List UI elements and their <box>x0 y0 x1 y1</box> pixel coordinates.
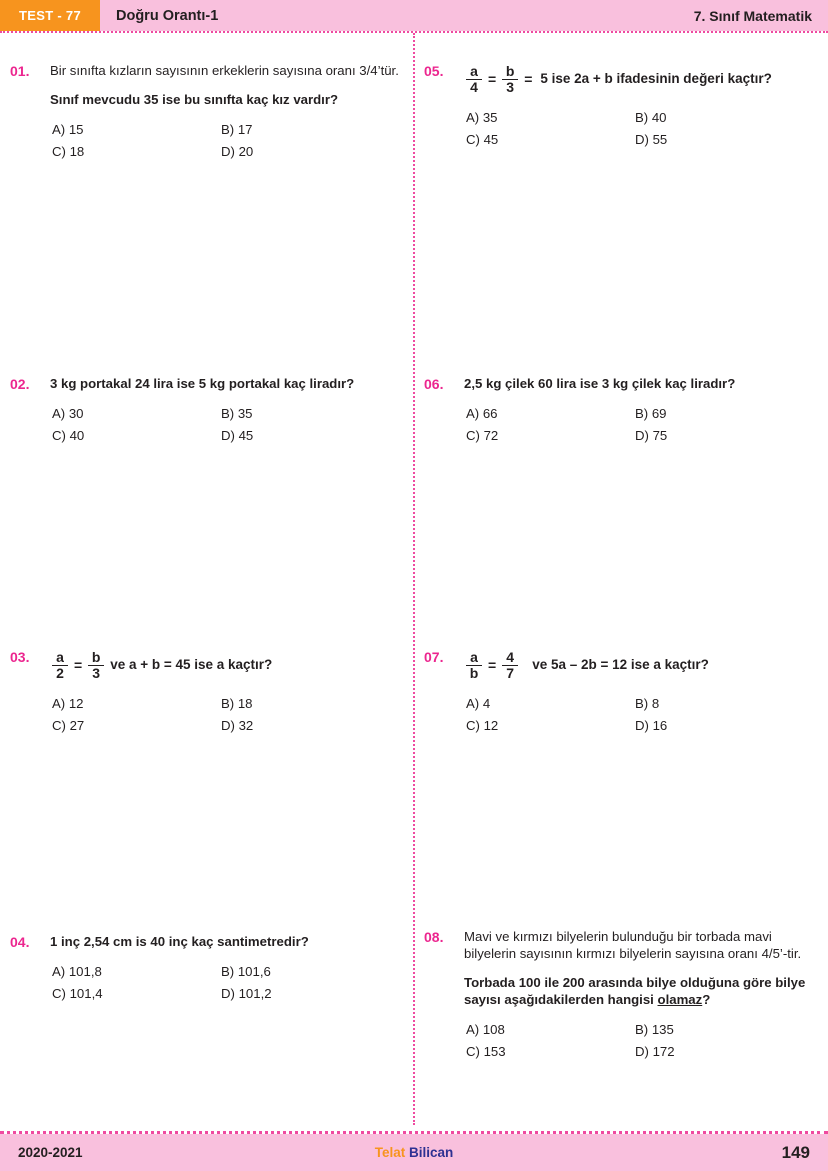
question-01-option-b[interactable]: B) 17 <box>221 122 253 137</box>
question-01-stem-line1: Bir sınıfta kızların sayısının erkeklerin sayısına oranı 3/4’tür. <box>50 63 399 78</box>
page-header <box>0 0 828 31</box>
footer-page-number: 149 <box>781 1142 810 1162</box>
question-02-option-b[interactable]: B) 35 <box>221 406 253 421</box>
question-03-options <box>50 693 390 737</box>
fraction-a-over-4 <box>466 64 482 95</box>
question-02-option-d[interactable]: D) 45 <box>221 428 254 443</box>
question-02-number: 02. <box>10 376 30 392</box>
footer-brand <box>0 1145 828 1160</box>
column-dotted-divider <box>413 33 415 1125</box>
question-01-options <box>50 119 390 163</box>
question-04-option-d[interactable]: D) 101,2 <box>221 986 272 1001</box>
question-08-stem-line2 <box>464 974 819 1008</box>
question-03-number: 03. <box>10 649 30 665</box>
question-07-expression <box>464 648 819 682</box>
fraction-denominator: 2 <box>56 664 64 681</box>
footer-brand-first: Telat <box>374 1145 406 1160</box>
test-number-badge: TEST - 77 <box>0 0 100 31</box>
question-01-option-c[interactable]: C) 18 <box>52 144 85 159</box>
fraction-numerator: b <box>505 62 515 79</box>
question-03-option-c[interactable]: C) 27 <box>52 718 85 733</box>
question-06-option-d[interactable]: D) 75 <box>635 428 668 443</box>
equals-sign: = <box>488 71 497 87</box>
question-03-expression <box>50 648 405 682</box>
question-02-option-a[interactable]: A) 30 <box>52 406 84 421</box>
question-06-number: 06. <box>424 376 444 392</box>
option-row <box>50 693 390 715</box>
option-row <box>50 961 390 983</box>
header-subject-label: 7. Sınıf Matematik <box>693 7 812 24</box>
question-05-option-b[interactable]: B) 40 <box>635 110 667 125</box>
question-06-option-a[interactable]: A) 66 <box>466 406 498 421</box>
fraction-numerator: a <box>470 648 478 665</box>
option-row <box>50 425 390 447</box>
question-03-condition-text: ve a + b = 45 ise a kaçtır? <box>110 657 273 673</box>
fraction-denominator: 3 <box>92 664 101 681</box>
header-topic-title: Doğru Orantı-1 <box>116 7 219 24</box>
fraction-4-over-7 <box>502 650 518 681</box>
option-row <box>50 983 390 1005</box>
question-05-option-d[interactable]: D) 55 <box>635 132 668 147</box>
page-footer <box>0 1134 828 1171</box>
option-row <box>50 119 390 141</box>
question-01-number: 01. <box>10 63 30 79</box>
option-row <box>464 403 804 425</box>
footer-brand-second: Bilican <box>409 1145 454 1160</box>
question-04-stem: 1 inç 2,54 cm is 40 inç kaç santimetredir? <box>50 934 309 949</box>
question-06-option-c[interactable]: C) 72 <box>466 428 499 443</box>
fraction-a-over-b <box>466 650 482 681</box>
fraction-denominator: b <box>469 664 479 681</box>
question-01-stem-line2: Sınıf mevcudu 35 ise bu sınıfta kaç kız vardır? <box>50 92 339 107</box>
question-07-condition-text: ve 5a – 2b = 12 ise a kaçtır? <box>532 657 709 673</box>
question-04-option-a[interactable]: A) 101,8 <box>52 964 102 979</box>
question-08-stem-line1: Mavi ve kırmızı bilyelerin bulunduğu bir torbada mavi bilyelerin sayısının kırmızı bilyelerin sayısına oranı 4/5’-tir. <box>464 929 802 961</box>
question-05-option-a[interactable]: A) 35 <box>466 110 498 125</box>
question-07-options <box>464 693 804 737</box>
fraction-b-over-3 <box>88 650 104 681</box>
question-05-number: 05. <box>424 63 444 79</box>
option-row <box>50 715 390 737</box>
question-07-option-a[interactable]: A) 4 <box>466 696 491 711</box>
fraction-denominator: 4 <box>470 78 478 95</box>
question-07-option-d[interactable]: D) 16 <box>635 718 668 733</box>
question-03-option-d[interactable]: D) 32 <box>221 718 254 733</box>
question-04-option-c[interactable]: C) 101,4 <box>52 986 103 1001</box>
fraction-b-over-3 <box>502 64 518 95</box>
question-03-option-a[interactable]: A) 12 <box>52 696 84 711</box>
question-04-options <box>50 961 390 1005</box>
question-06-option-b[interactable]: B) 69 <box>635 406 667 421</box>
question-08-stem-part1: Torbada 100 ile 200 arasında bilye olduğuna göre bilye sayısı aşağıdakilerden hangisi <box>464 975 806 1007</box>
question-07-option-c[interactable]: C) 12 <box>466 718 499 733</box>
question-08-option-b[interactable]: B) 135 <box>635 1022 674 1037</box>
question-08-option-a[interactable]: A) 108 <box>466 1022 505 1037</box>
question-07-option-b[interactable]: B) 8 <box>635 696 660 711</box>
question-02-stem: 3 kg portakal 24 lira ise 5 kg portakal kaç liradır? <box>50 376 355 391</box>
question-02-options <box>50 403 390 447</box>
fraction-numerator: 4 <box>506 648 515 665</box>
option-row <box>464 693 804 715</box>
question-01-option-d[interactable]: D) 20 <box>221 144 254 159</box>
option-row <box>464 715 804 737</box>
equals-sign: = <box>74 657 83 673</box>
fraction-numerator: b <box>91 648 101 665</box>
question-05-expression <box>464 62 819 96</box>
option-row <box>464 1019 804 1041</box>
question-05-option-c[interactable]: C) 45 <box>466 132 499 147</box>
question-07-number: 07. <box>424 649 444 665</box>
question-08-number: 08. <box>424 929 444 945</box>
question-04-option-b[interactable]: B) 101,6 <box>221 964 271 979</box>
fraction-denominator: 3 <box>506 78 515 95</box>
fraction-denominator: 7 <box>506 664 515 681</box>
question-02 <box>10 375 405 447</box>
question-01 <box>10 62 405 163</box>
question-05 <box>424 62 819 151</box>
question-03-option-b[interactable]: B) 18 <box>221 696 253 711</box>
question-08-stem-part2: ? <box>702 992 711 1007</box>
question-04-number: 04. <box>10 934 30 950</box>
question-07 <box>424 648 819 737</box>
footer-year-label: 2020-2021 <box>18 1145 83 1160</box>
question-06-options <box>464 403 804 447</box>
option-row <box>50 141 390 163</box>
question-02-option-c[interactable]: C) 40 <box>52 428 85 443</box>
option-row <box>50 403 390 425</box>
option-row <box>464 107 804 129</box>
question-05-condition-text: 5 ise 2a + b ifadesinin değeri kaçtır? <box>540 71 772 87</box>
question-03 <box>10 648 405 737</box>
question-05-options <box>464 107 804 151</box>
option-row <box>464 129 804 151</box>
fraction-numerator: a <box>56 648 64 665</box>
equals-sign: = <box>524 71 533 87</box>
question-08-option-c[interactable]: C) 153 <box>466 1044 506 1059</box>
question-06 <box>424 375 819 447</box>
question-08-emphasis-olamaz: olamaz <box>657 992 703 1007</box>
fraction-a-over-2 <box>52 650 68 681</box>
question-01-option-a[interactable]: A) 15 <box>52 122 84 137</box>
question-08-option-d[interactable]: D) 172 <box>635 1044 675 1059</box>
equals-sign: = <box>488 657 497 673</box>
question-04 <box>10 933 405 1005</box>
fraction-numerator: a <box>470 62 478 79</box>
question-06-stem: 2,5 kg çilek 60 lira ise 3 kg çilek kaç liradır? <box>464 376 736 391</box>
question-08-options <box>464 1019 804 1063</box>
option-row <box>464 1041 804 1063</box>
option-row <box>464 425 804 447</box>
question-08 <box>424 928 819 1063</box>
